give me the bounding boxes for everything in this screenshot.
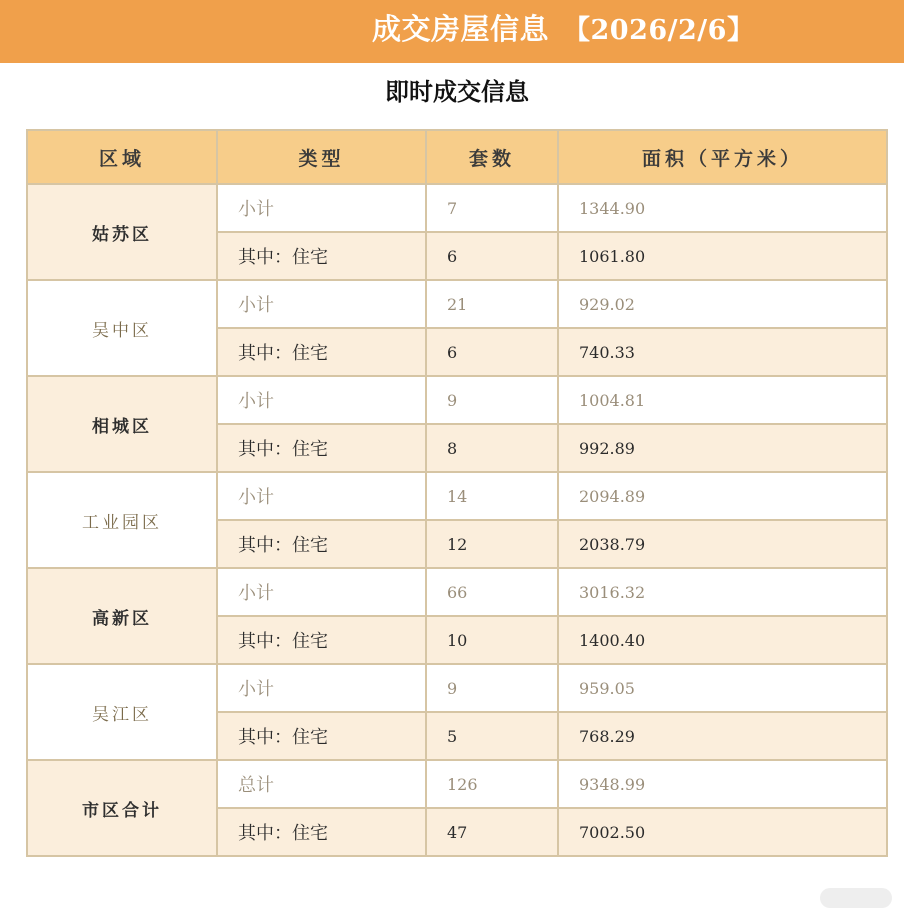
transaction-table bbox=[26, 129, 888, 857]
type-cell: 总计 bbox=[217, 760, 426, 808]
header-count: 套数 bbox=[426, 130, 558, 184]
type-cell: 其中：住宅 bbox=[217, 520, 426, 568]
type-cell: 其中：住宅 bbox=[217, 808, 426, 856]
count-cell: 126 bbox=[426, 760, 558, 808]
count-cell: 14 bbox=[426, 472, 558, 520]
district-cell: 市区合计 bbox=[27, 760, 217, 856]
count-cell: 6 bbox=[426, 232, 558, 280]
table-row bbox=[27, 376, 887, 424]
banner-title-text: 成交房屋信息 bbox=[372, 12, 550, 46]
section-title: 即时成交信息 bbox=[385, 78, 529, 106]
type-cell: 小计 bbox=[217, 568, 426, 616]
count-cell: 12 bbox=[426, 520, 558, 568]
header-type: 类型 bbox=[217, 130, 426, 184]
count-cell: 9 bbox=[426, 664, 558, 712]
area-cell: 768.29 bbox=[558, 712, 887, 760]
district-cell: 工业园区 bbox=[27, 472, 217, 568]
area-cell: 992.89 bbox=[558, 424, 887, 472]
count-cell: 5 bbox=[426, 712, 558, 760]
district-cell: 高新区 bbox=[27, 568, 217, 664]
count-cell: 66 bbox=[426, 568, 558, 616]
area-cell: 1061.80 bbox=[558, 232, 887, 280]
count-cell: 47 bbox=[426, 808, 558, 856]
count-cell: 8 bbox=[426, 424, 558, 472]
header-row bbox=[27, 130, 887, 184]
count-cell: 9 bbox=[426, 376, 558, 424]
table-row bbox=[27, 760, 887, 808]
table-row bbox=[27, 664, 887, 712]
area-cell: 2038.79 bbox=[558, 520, 887, 568]
type-cell: 其中：住宅 bbox=[217, 328, 426, 376]
area-cell: 959.05 bbox=[558, 664, 887, 712]
type-cell: 小计 bbox=[217, 376, 426, 424]
type-cell: 小计 bbox=[217, 664, 426, 712]
district-cell: 姑苏区 bbox=[27, 184, 217, 280]
type-cell: 小计 bbox=[217, 280, 426, 328]
area-cell: 1344.90 bbox=[558, 184, 887, 232]
district-cell: 吴中区 bbox=[27, 280, 217, 376]
type-cell: 小计 bbox=[217, 184, 426, 232]
area-cell: 1004.81 bbox=[558, 376, 887, 424]
header-area: 面积（平方米） bbox=[558, 130, 887, 184]
type-cell: 小计 bbox=[217, 472, 426, 520]
type-cell: 其中：住宅 bbox=[217, 712, 426, 760]
area-cell: 1400.40 bbox=[558, 616, 887, 664]
area-cell: 929.02 bbox=[558, 280, 887, 328]
area-cell: 7002.50 bbox=[558, 808, 887, 856]
count-cell: 10 bbox=[426, 616, 558, 664]
table-body bbox=[27, 184, 887, 856]
count-cell: 7 bbox=[426, 184, 558, 232]
district-cell: 吴江区 bbox=[27, 664, 217, 760]
type-cell: 其中：住宅 bbox=[217, 232, 426, 280]
header-banner bbox=[0, 0, 904, 63]
area-cell: 2094.89 bbox=[558, 472, 887, 520]
banner-title bbox=[372, 9, 754, 49]
area-cell: 740.33 bbox=[558, 328, 887, 376]
banner-date: 【2026/2/6】 bbox=[563, 15, 755, 46]
table-row bbox=[27, 184, 887, 232]
table-row bbox=[27, 472, 887, 520]
type-cell: 其中：住宅 bbox=[217, 424, 426, 472]
table-header bbox=[27, 130, 887, 184]
count-cell: 6 bbox=[426, 328, 558, 376]
table-row bbox=[27, 568, 887, 616]
type-cell: 其中：住宅 bbox=[217, 616, 426, 664]
count-cell: 21 bbox=[426, 280, 558, 328]
floating-button[interactable] bbox=[820, 888, 892, 908]
area-cell: 3016.32 bbox=[558, 568, 887, 616]
header-district: 区域 bbox=[27, 130, 217, 184]
area-cell: 9348.99 bbox=[558, 760, 887, 808]
table-row bbox=[27, 280, 887, 328]
district-cell: 相城区 bbox=[27, 376, 217, 472]
